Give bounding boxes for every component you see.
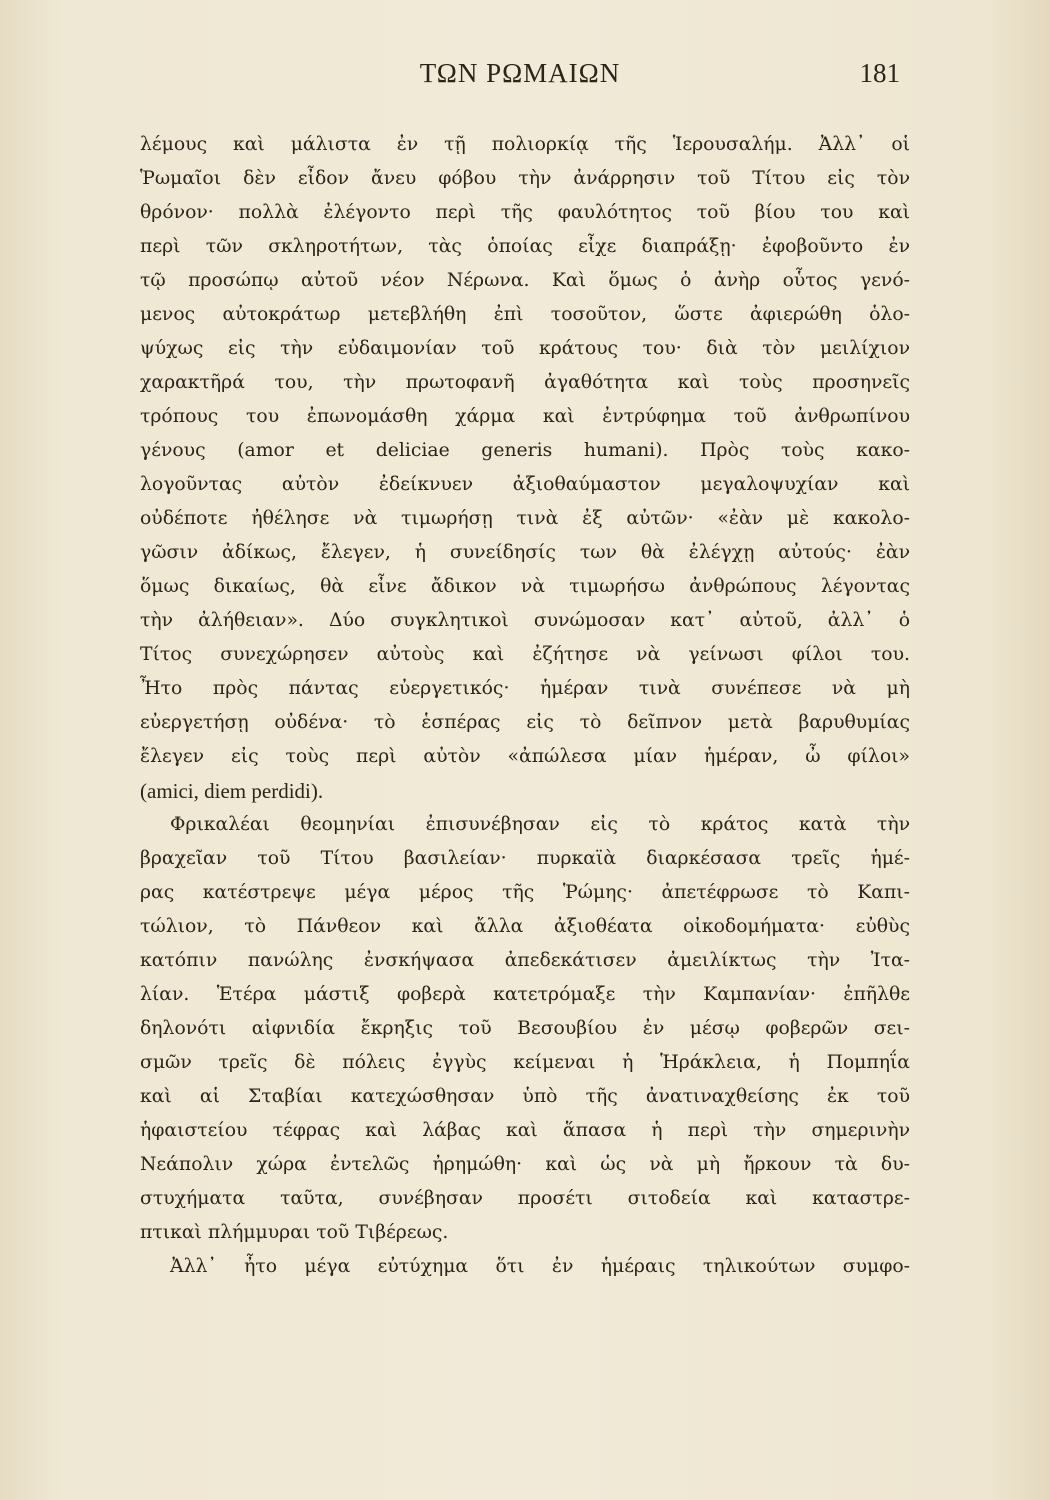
page-body [140, 128, 910, 1284]
text-line: Ῥωμαῖοι δὲν εἶδον ἄνευ φόβου τὴν ἀνάρρησιν τοῦ Τίτου εἰς τὸν [140, 168, 910, 189]
text-line: ὅμως δικαίως, θὰ εἶνε ἄδικον νὰ τιμωρήσω ἀνθρώπους λέγοντας [140, 576, 910, 597]
text-line: Ἀλλ᾽ ἦτο μέγα εὐτύχημα ὅτι ἐν ἡμέραις τηλικούτων συμφο- [170, 1256, 910, 1277]
text-line: (amici, diem perdidi). [140, 779, 324, 803]
text-line: δηλονότι αἰφνιδία ἔκρηξις τοῦ Βεσουβίου ἐν μέσῳ φοβερῶν σει- [140, 1018, 910, 1039]
text-line: τῷ προσώπῳ αὐτοῦ νέον Νέρωνα. Καὶ ὅμως ὁ ἀνὴρ οὗτος γενό- [140, 270, 910, 291]
text-line: κατόπιν πανώλης ἐνσκήψασα ἀπεδεκάτισεν ἀμειλίκτως τὴν Ἰτα- [140, 950, 910, 971]
text-line: βραχεῖαν τοῦ Τίτου βασιλείαν· πυρκαϊὰ διαρκέσασα τρεῖς ἡμέ- [140, 848, 910, 869]
text-line: οὐδέποτε ἠθέλησε νὰ τιμωρήσῃ τινὰ ἐξ αὐτῶν· «ἐὰν μὲ κακολο- [140, 508, 910, 529]
text-line: λέμους καὶ μάλιστα ἐν τῇ πολιορκίᾳ τῆς Ἱερουσαλήμ. Ἀλλ᾽ οἱ [140, 134, 910, 155]
text-line: στυχήματα ταῦτα, συνέβησαν προσέτι σιτοδεία καὶ καταστρε- [140, 1188, 910, 1209]
paragraph-2 [140, 808, 910, 1250]
page-number: 181 [859, 58, 900, 88]
text-line: θρόνον· πολλὰ ἐλέγοντο περὶ τῆς φαυλότητος τοῦ βίου του καὶ [140, 202, 910, 223]
text-line: γένους (amor et deliciae generis humani). Πρὸς τοὺς κακο- [140, 440, 910, 461]
page-header [140, 58, 900, 98]
text-line: λίαν. Ἑτέρα μάστιξ φοβερὰ κατετρόμαξε τὴν Καμπανίαν· ἐπῆλθε [140, 984, 910, 1005]
text-line: εὐεργετήσῃ οὐδένα· τὸ ἑσπέρας εἰς τὸ δεῖπνον μετὰ βαρυθυμίας [140, 712, 910, 733]
text-line: γῶσιν ἀδίκως, ἔλεγεν, ἡ συνείδησίς των θὰ ἐλέγχῃ αὐτούς· ἐὰν [140, 542, 910, 563]
text-line: ἡφαιστείου τέφρας καὶ λάβας καὶ ἅπασα ἡ περὶ τὴν σημερινὴν [140, 1120, 910, 1141]
text-line: τρόπους του ἐπωνομάσθη χάρμα καὶ ἐντρύφημα τοῦ ἀνθρωπίνου [140, 406, 910, 427]
text-line: ψύχως εἰς τὴν εὐδαιμονίαν τοῦ κράτους του· διὰ τὸν μειλίχιον [140, 338, 910, 359]
text-line: περὶ τῶν σκληροτήτων, τὰς ὁποίας εἶχε διαπράξῃ· ἐφοβοῦντο ἐν [140, 236, 910, 257]
text-line: μενος αὐτοκράτωρ μετεβλήθη ἐπὶ τοσοῦτον, ὥστε ἀφιερώθη ὁλο- [140, 304, 910, 325]
paragraph-3 [140, 1250, 910, 1284]
text-line: σμῶν τρεῖς δὲ πόλεις ἐγγὺς κείμεναι ἡ Ἡράκλεια, ἡ Πομπηΐα [140, 1052, 910, 1073]
text-line: ρας κατέστρεψε μέγα μέρος τῆς Ῥώμης· ἀπετέφρωσε τὸ Καπι- [140, 882, 910, 903]
running-title: ΤΩΝ ΡΩΜΑΙΩΝ [419, 58, 621, 88]
text-line: τὴν ἀλήθειαν». Δύο συγκλητικοὶ συνώμοσαν κατ᾽ αὐτοῦ, ἀλλ᾽ ὁ [140, 610, 910, 631]
text-line: Ἦτο πρὸς πάντας εὐεργετικός· ἡμέραν τινὰ συνέπεσε νὰ μὴ [140, 678, 910, 699]
text-line: ἔλεγεν εἰς τοὺς περὶ αὐτὸν «ἀπώλεσα μίαν ἡμέραν, ὦ φίλοι» [140, 746, 910, 767]
text-line: τώλιον, τὸ Πάνθεον καὶ ἄλλα ἀξιοθέατα οἰκοδομήματα· εὐθὺς [140, 916, 910, 937]
text-line: Τίτος συνεχώρησεν αὐτοὺς καὶ ἐζήτησε νὰ γείνωσι φίλοι του. [140, 644, 910, 665]
text-line: Νεάπολιν χώρα ἐντελῶς ἠρημώθη· καὶ ὡς νὰ μὴ ἤρκουν τὰ δυ- [140, 1154, 910, 1175]
text-line: καὶ αἱ Σταβίαι κατεχώσθησαν ὑπὸ τῆς ἀνατιναχθείσης ἐκ τοῦ [140, 1086, 910, 1107]
paragraph-1 [140, 128, 910, 808]
text-line: χαρακτῆρά του, τὴν πρωτοφανῆ ἀγαθότητα καὶ τοὺς προσηνεῖς [140, 372, 910, 393]
text-line: Φρικαλέαι θεομηνίαι ἐπισυνέβησαν εἰς τὸ κράτος κατὰ τὴν [170, 814, 910, 835]
text-line: πτικαὶ πλήμμυραι τοῦ Τιβέρεως. [140, 1222, 449, 1243]
text-line: λογοῦντας αὐτὸν ἐδείκνυεν ἀξιοθαύμαστον μεγαλοψυχίαν καὶ [140, 474, 910, 495]
